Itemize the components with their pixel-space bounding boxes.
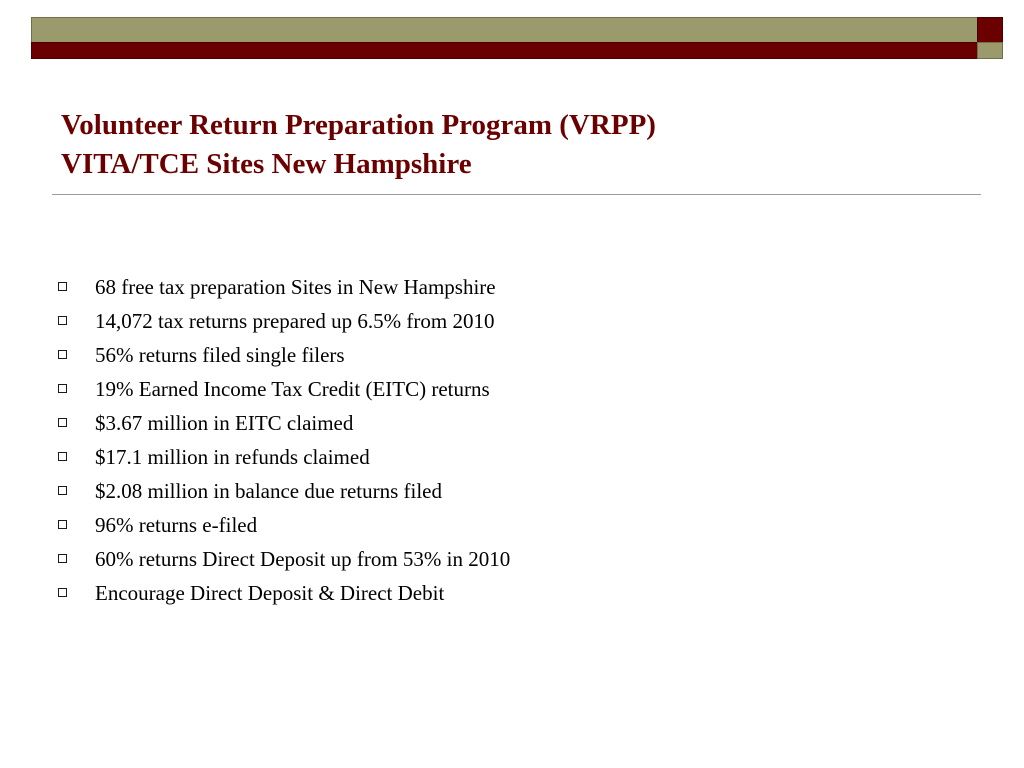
bullet-text: 96% returns e-filed (95, 513, 258, 537)
hollow-square-bullet-icon (58, 316, 67, 325)
bullet-text: 14,072 tax returns prepared up 6.5% from 2010 (95, 309, 495, 333)
header-decoration-band (0, 0, 1024, 70)
slide-title (61, 106, 961, 184)
bullet-item (58, 440, 958, 474)
header-olive-square (977, 42, 1003, 59)
bullet-item (58, 406, 958, 440)
bullet-item (58, 270, 958, 304)
bullet-item (58, 508, 958, 542)
bullet-text: 19% Earned Income Tax Credit (EITC) returns (95, 377, 490, 401)
header-maroon-square (977, 17, 1003, 43)
slide-title-line-2: VITA/TCE Sites New Hampshire (61, 148, 472, 180)
hollow-square-bullet-icon (58, 418, 67, 427)
hollow-square-bullet-icon (58, 486, 67, 495)
slide-title-line-1: Volunteer Return Preparation Program (VRPP) (61, 109, 656, 141)
hollow-square-bullet-icon (58, 282, 67, 291)
bullet-text: 68 free tax preparation Sites in New Hampshire (95, 275, 496, 299)
bullet-text: 56% returns filed single filers (95, 343, 345, 367)
header-olive-bar (31, 17, 978, 43)
header-maroon-bar (31, 42, 978, 59)
bullet-item (58, 542, 958, 576)
title-divider (52, 194, 981, 195)
hollow-square-bullet-icon (58, 554, 67, 563)
hollow-square-bullet-icon (58, 588, 67, 597)
hollow-square-bullet-icon (58, 384, 67, 393)
bullet-list (58, 270, 958, 610)
bullet-item (58, 372, 958, 406)
hollow-square-bullet-icon (58, 452, 67, 461)
hollow-square-bullet-icon (58, 350, 67, 359)
bullet-item (58, 474, 958, 508)
bullet-text: Encourage Direct Deposit & Direct Debit (95, 581, 445, 605)
bullet-text: $17.1 million in refunds claimed (95, 445, 370, 469)
bullet-item (58, 304, 958, 338)
bullet-text: 60% returns Direct Deposit up from 53% in 2010 (95, 547, 511, 571)
bullet-item (58, 338, 958, 372)
hollow-square-bullet-icon (58, 520, 67, 529)
bullet-text: $2.08 million in balance due returns filed (95, 479, 442, 503)
bullet-item (58, 576, 958, 610)
bullet-text: $3.67 million in EITC claimed (95, 411, 354, 435)
